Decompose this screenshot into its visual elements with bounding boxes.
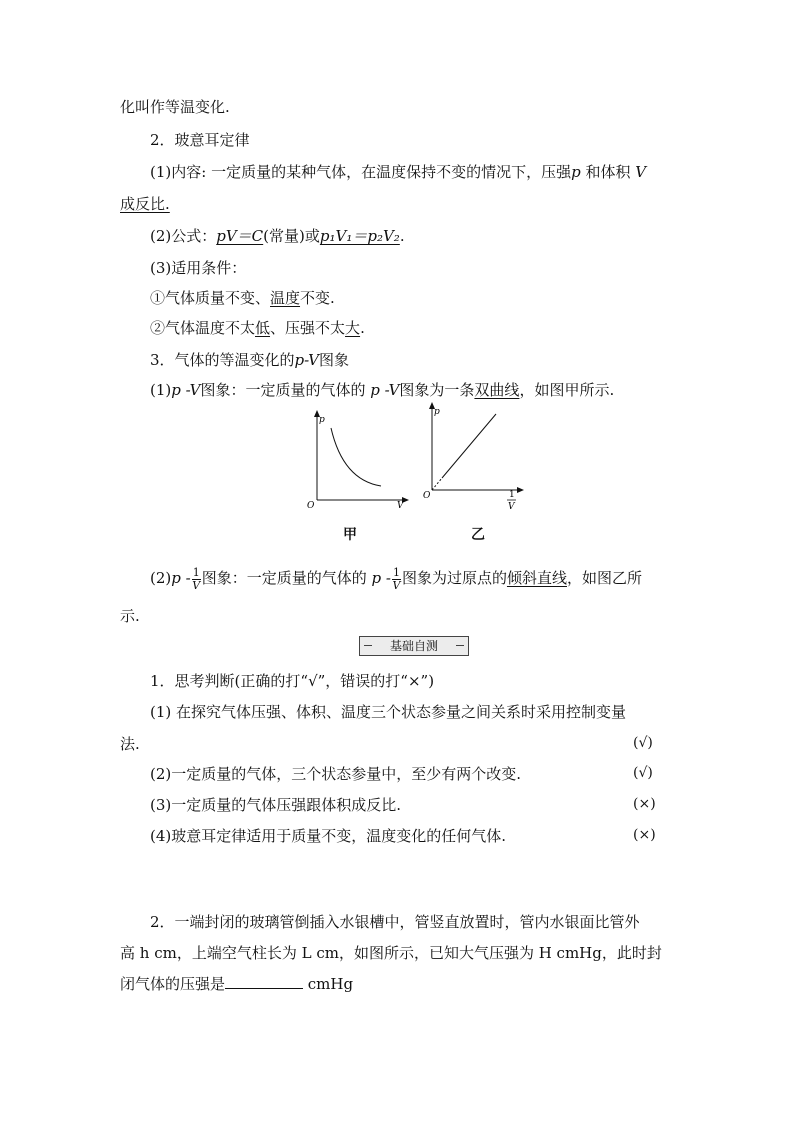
- origin-label: O: [307, 501, 315, 511]
- text-span: 双曲线: [474, 381, 520, 399]
- text-line: [150, 288, 335, 308]
- text-span: 图象：一定质量的气体的: [200, 381, 371, 399]
- text-span: 大: [345, 319, 361, 337]
- text-span: 不变.: [300, 289, 335, 307]
- answer-mark: (×): [633, 796, 656, 812]
- section-heading: 2．玻意耳定律: [150, 131, 250, 149]
- text-span: (2): [150, 569, 172, 587]
- text-span: 低: [255, 319, 271, 337]
- figure-caption-jia: 甲: [343, 527, 357, 543]
- text-span: 闭气体的压强是: [120, 975, 226, 993]
- axis-label-p: p: [434, 407, 440, 417]
- text-span: 图象: [318, 351, 349, 369]
- question-text: 高 h cm，上端空气柱长为 L cm，如图所示，已知大气压强为 H cmHg，此时封: [120, 944, 662, 962]
- axis-label-den: V: [508, 502, 515, 512]
- text-span: p -V: [370, 381, 400, 399]
- answer-mark: (√): [633, 765, 653, 781]
- text-span: cmHg: [303, 975, 354, 993]
- text-span: 图象为一条: [399, 381, 475, 399]
- text-span: ，如图乙所: [566, 569, 642, 587]
- text-span: 图象：一定质量的气体的: [201, 569, 372, 587]
- origin-label: O: [423, 491, 431, 501]
- text-line: [150, 226, 405, 246]
- text-span: p: [571, 163, 581, 181]
- text-span: V: [635, 163, 647, 181]
- question-item: (4)玻意耳定律适用于质量不变，温度变化的任何气体.: [150, 827, 507, 845]
- text-span: 3．气体的等温变化的: [150, 351, 295, 369]
- text-span: 成反比.: [120, 195, 170, 213]
- text-span: (1): [150, 381, 172, 399]
- text-span: p -: [371, 569, 391, 587]
- text-line: [120, 194, 170, 214]
- question-item: (3)一定质量的气体压强跟体积成反比.: [150, 796, 402, 814]
- text-line: [150, 318, 365, 338]
- text-line: (3)适用条件：: [150, 259, 247, 277]
- text-span: .: [360, 319, 365, 337]
- axis-label-p: p: [319, 415, 325, 425]
- section-badge: 基础自测: [359, 636, 469, 656]
- text-line: [150, 162, 646, 182]
- text-span: 温度: [270, 289, 301, 307]
- question-heading: 1．思考判断(正确的打“√”，错误的打“×”): [150, 672, 435, 690]
- text-span: p -: [171, 569, 191, 587]
- question-item: (1) 在探究气体压强、体积、温度三个状态参量之间关系时采用控制变量: [150, 703, 627, 721]
- axis-label-v: V: [397, 501, 404, 511]
- question-item: (2)一定质量的气体，三个状态参量中，至少有两个改变.: [150, 765, 522, 783]
- text-line: [150, 563, 642, 593]
- question-text: 2．一端封闭的玻璃管倒插入水银槽中，管竖直放置时，管内水银面比管外: [150, 913, 640, 931]
- text-span: 和体积: [580, 163, 636, 181]
- formula: pV＝C: [216, 227, 264, 245]
- text-span: (1)内容: 一定质量的某种气体，在温度保持不变的情况下，压强: [150, 163, 572, 181]
- text-span: 、压强不太: [270, 319, 346, 337]
- isotherm-curve: [331, 428, 381, 486]
- text-span: 图象为过原点的: [401, 569, 507, 587]
- p-inverse-v-graph-yi: [420, 400, 530, 512]
- text-line: 化叫作等温变化.: [120, 98, 230, 116]
- question-item: 法.: [120, 735, 140, 753]
- pv-graph-jia: [305, 408, 415, 512]
- text-line: [150, 380, 614, 400]
- text-span: ，如图甲所示.: [519, 381, 615, 399]
- formula: p₁V₁＝p₂V₂: [319, 227, 400, 245]
- text-span: (常量)或: [263, 227, 320, 245]
- section-heading: [150, 350, 349, 370]
- isotherm-line: [442, 414, 496, 478]
- text-line: 示.: [120, 607, 140, 625]
- answer-mark: (×): [633, 827, 656, 843]
- text-span: p -V: [171, 381, 201, 399]
- fraction: $\frac{1}{V}$: [392, 565, 401, 592]
- dashed-extension: [432, 478, 442, 490]
- text-span: ①气体质量不变、: [150, 289, 271, 307]
- text-span: .: [399, 227, 405, 245]
- answer-blank[interactable]: [225, 974, 303, 989]
- fraction: $\frac{1}{V}$: [192, 565, 201, 592]
- question-text: [120, 974, 353, 994]
- figure-caption-yi: 乙: [471, 527, 485, 543]
- answer-mark: (√): [633, 735, 653, 751]
- text-span: ②气体温度不太: [150, 319, 256, 337]
- text-span: (2)公式：: [150, 227, 217, 245]
- text-span: 倾斜直线: [506, 569, 567, 587]
- axis-label-num: 1: [509, 490, 515, 500]
- text-span: p-V: [294, 351, 319, 369]
